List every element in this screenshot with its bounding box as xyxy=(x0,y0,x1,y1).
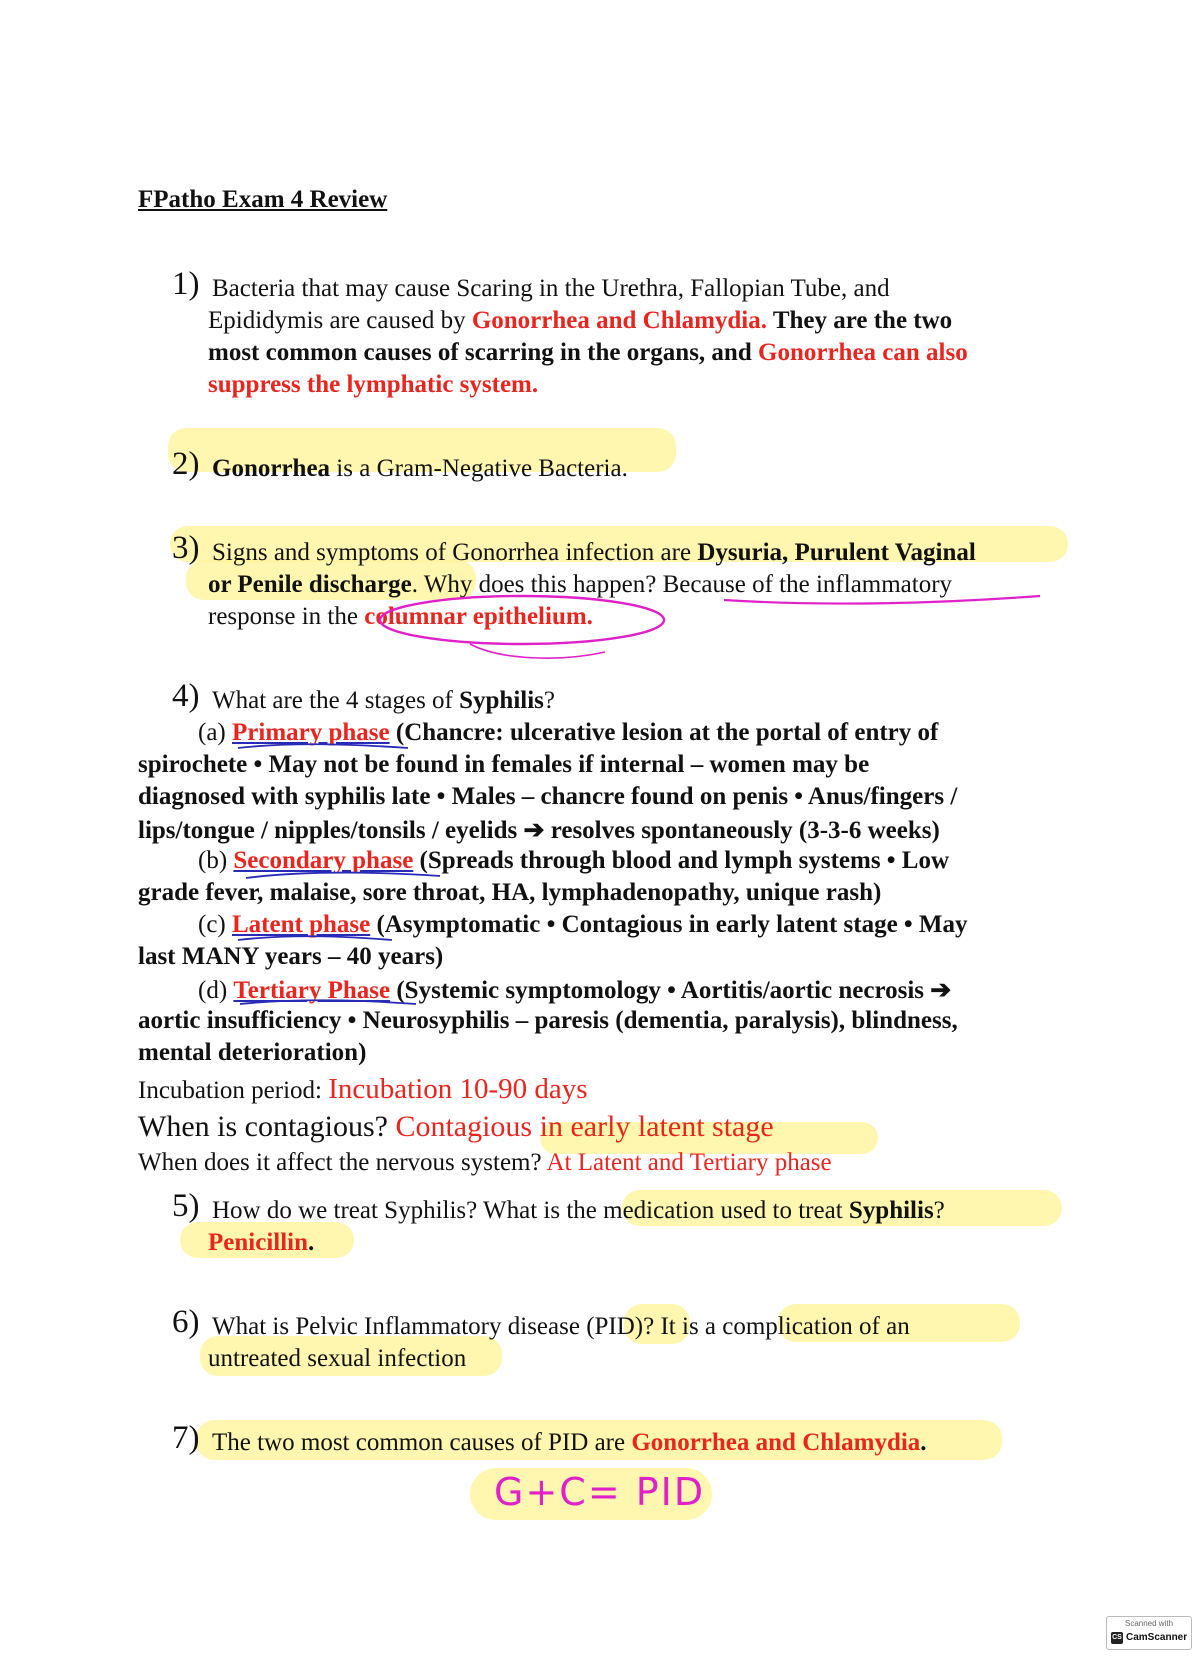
pen-underline xyxy=(724,596,1040,603)
q4-stage-b-line-2: grade fever, malaise, sore throat, HA, lymphadenopathy, unique rash) xyxy=(138,879,882,906)
stage-latent-phase: Latent phase xyxy=(232,911,371,938)
stage-tertiary-phase: Tertiary Phase xyxy=(233,977,391,1004)
q2-line: Gonorrhea is a Gram-Negative Bacteria. xyxy=(212,455,628,482)
stage-secondary-phase: Secondary phase xyxy=(233,847,414,874)
q6-line-2: untreated sexual infection xyxy=(208,1345,467,1372)
handwritten-note: G+C= PID xyxy=(494,1470,706,1514)
q1-line-1: Bacteria that may cause Scaring in the Urethra, Fallopian Tube, and xyxy=(212,275,890,302)
nervous-system-line: When does it affect the nervous system? At Latent and Tertiary phase xyxy=(138,1149,832,1176)
q3-number: 3) xyxy=(172,530,200,566)
q1-line-4: suppress the lymphatic system. xyxy=(208,371,539,398)
incubation-line: Incubation period: Incubation 10-90 days xyxy=(138,1073,588,1105)
q4-stage-a-line-2: spirochete • May not be found in females if internal – women may be xyxy=(138,751,870,778)
q4-stage-b-line-1: (b) Secondary phase (Spreads through blood and lymph systems • Low xyxy=(198,847,950,874)
pen-underline xyxy=(240,1000,416,1004)
q7-number: 7) xyxy=(172,1420,200,1456)
pen-circle xyxy=(380,596,664,644)
q4-stage-a-line-3: diagnosed with syphilis late • Males – chancre found on penis • Anus/fingers / xyxy=(138,783,958,810)
scanner-badge-brand: CamScanner xyxy=(1126,1632,1188,1643)
pen-underline xyxy=(246,873,440,879)
q5-line-2: Penicillin. xyxy=(208,1229,315,1256)
pen-underline xyxy=(238,936,392,940)
stage-primary-phase: Primary phase xyxy=(232,719,390,746)
q2-number: 2) xyxy=(172,446,200,482)
q4-stage-c-line-1: (c) Latent phase (Asymptomatic • Contagious in early latent stage • May xyxy=(198,911,968,938)
q5-number: 5) xyxy=(172,1188,200,1224)
camscanner-icon: CS xyxy=(1111,1632,1123,1644)
q4-stage-a-line-1: (a) Primary phase (Chancre: ulcerative lesion at the portal of entry of xyxy=(198,719,939,746)
scanner-badge-caption: Scanned with xyxy=(1124,1619,1174,1628)
q1-line-2: Epididymis are caused by Gonorrhea and Chlamydia. They are the two xyxy=(208,307,953,334)
q4-number: 4) xyxy=(172,678,200,714)
pen-stroke xyxy=(470,644,605,658)
q4-stage-c-line-2: last MANY years – 40 years) xyxy=(138,943,444,970)
q4-stage-a-line-4: lips/tongue / nipples/tonsils / eyelids ➔ resolves spontaneously (3-3-6 weeks) xyxy=(138,817,940,844)
q3-line-3: response in the columnar epithelium. xyxy=(208,603,593,630)
q3-line-1: Signs and symptoms of Gonorrhea infection are Dysuria, Purulent Vaginal xyxy=(212,539,976,566)
contagious-line: When is contagious? Contagious in early latent stage xyxy=(138,1110,774,1143)
q4-line-1: What are the 4 stages of Syphilis? xyxy=(212,687,556,714)
scanner-badge xyxy=(1106,1616,1192,1650)
q1-line-3: most common causes of scarring in the organs, and Gonorrhea can also xyxy=(208,339,968,366)
q1-number: 1) xyxy=(172,266,200,302)
q6-number: 6) xyxy=(172,1304,200,1340)
q4-stage-d-line-1: (d) Tertiary Phase (Systemic symptomology • Aortitis/aortic necrosis ➔ xyxy=(198,977,952,1004)
q4-stage-d-line-2: aortic insufficiency • Neurosyphilis – paresis (dementia, paralysis), blindness, xyxy=(138,1007,958,1034)
q3-line-2: or Penile discharge. Why does this happen? Because of the inflammatory xyxy=(208,571,953,598)
q6-line-1: What is Pelvic Inflammatory disease (PID)? It is a complication of an xyxy=(212,1313,910,1340)
pen-underline xyxy=(238,744,408,748)
q5-line-1: How do we treat Syphilis? What is the medication used to treat Syphilis? xyxy=(212,1197,945,1224)
q4-stage-d-line-3: mental deterioration) xyxy=(138,1039,367,1066)
page-title: FPatho Exam 4 Review xyxy=(138,186,388,213)
q7-line: The two most common causes of PID are Gonorrhea and Chlamydia. xyxy=(212,1429,927,1456)
